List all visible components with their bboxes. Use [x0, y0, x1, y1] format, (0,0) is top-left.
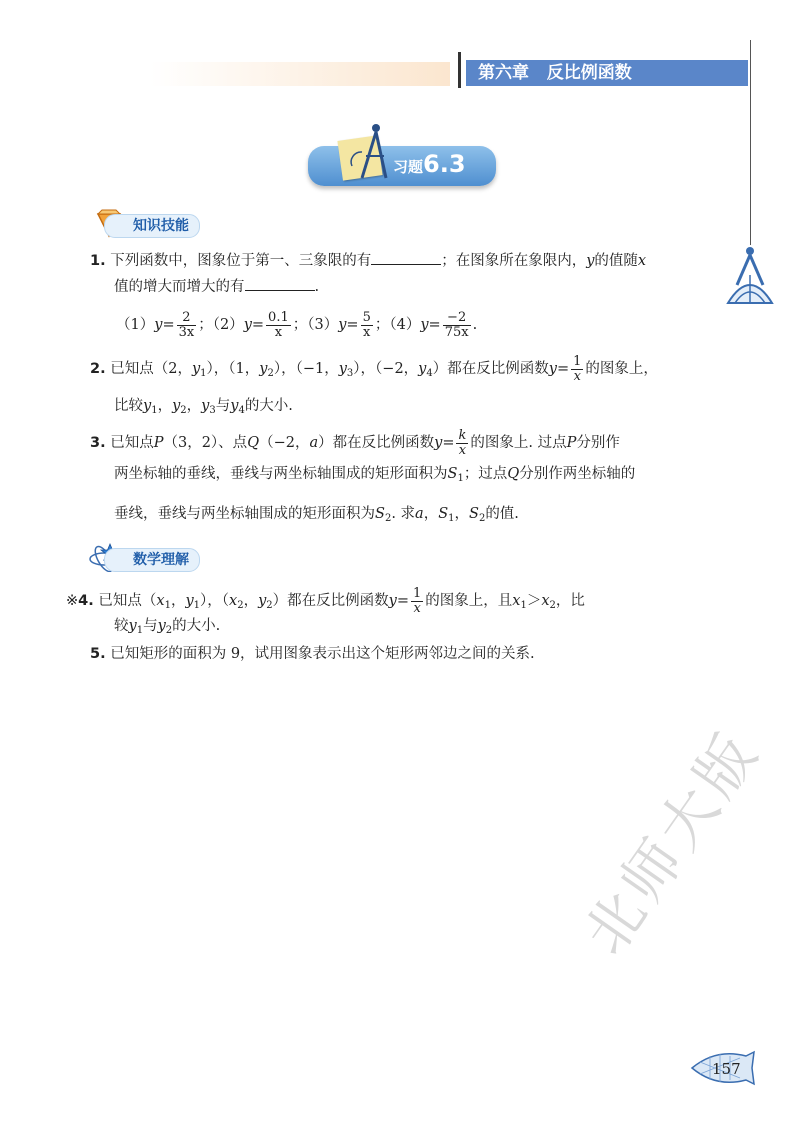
problem-3-line-1: 3. 已知点P（3，2）、点Q（−2，a）都在反比例函数y= $\frac{k}{x}$ 的图象上. 过点P分别作 [90, 427, 620, 458]
section-tag-understanding: 数学理解 [104, 548, 200, 572]
compass-icon [725, 245, 775, 305]
fraction: $\frac{5}{x}$ [362, 309, 371, 340]
section-tag-skills: 知识技能 [104, 214, 200, 238]
optional-mark: ※ [66, 593, 79, 609]
fraction: $\frac{1}{x}$ [573, 353, 582, 384]
page-number: 157 [712, 1060, 741, 1078]
problem-3-line-3: 垂线，垂线与两坐标轴围成的矩形面积为$S_2$. 求a，$S_1$，$S_2$的值. [114, 506, 519, 524]
exercise-number: 6.3 [423, 150, 466, 178]
chapter-header [466, 60, 748, 86]
problem-4-line-1: ※4. 已知点（$x_1$，$y_1$），（$x_2$，$y_2$）都在反比例函数y= $\frac{1}{x}$ 的图象上，且$x_1>x_2$，比 [66, 585, 585, 616]
problem-2-line-1: 2. 已知点（2，$y_1$），（1，$y_2$），（−1，$y_3$），（−2，$y_4$）都在反比例函数y= $\frac{1}{x}$ 的图象上， [90, 353, 658, 384]
problem-number: 5. [90, 646, 106, 662]
answer-blank [245, 276, 315, 291]
problem-number: 3. [90, 435, 106, 451]
fraction: $\frac{1}{x}$ [413, 585, 422, 616]
chapter-number: 第六章 [478, 63, 529, 83]
problem-2-line-2: 比较$y_1$，$y_2$，$y_3$与$y_4$的大小. [114, 398, 293, 416]
problem-1-line-1: 1. 下列函数中，图象位于第一、三象限的有 ；在图象所在象限内，y的值随x [90, 250, 646, 271]
header-decoration [150, 62, 450, 86]
fraction: $\frac{0.1}{x}$ [268, 309, 289, 340]
margin-rule [750, 40, 751, 245]
fraction: $\frac{2}{3x}$ [178, 309, 195, 340]
header-separator [458, 52, 461, 88]
answer-blank [371, 250, 441, 265]
chapter-title: 反比例函数 [546, 63, 632, 83]
compass-icon [346, 122, 392, 184]
problem-1-line-2: 值的增大而增大的有 . [114, 276, 319, 297]
problem-1-options: （1）y= $\frac{2}{3x}$ ；（2）y= $\frac{0.1}{x}$ ；（3）y= $\frac{5}{x}$ ；（4）y= $\frac{-2}{75x}$ . [116, 309, 478, 340]
fraction: $\frac{-2}{75x}$ [444, 309, 469, 340]
problem-number: 4. [78, 593, 94, 609]
fraction: $\frac{k}{x}$ [458, 427, 467, 458]
exercise-label: 习题 [393, 158, 424, 176]
problem-4-line-2: 较$y_1$与$y_2$的大小. [114, 618, 221, 636]
problem-number: 1. [90, 253, 106, 269]
publisher-watermark: 北师大版 [570, 717, 774, 967]
exercise-title [393, 150, 466, 178]
problem-number: 2. [90, 361, 106, 377]
problem-5: 5. 已知矩形的面积为 9，试用图象表示出这个矩形两邻边之间的关系. [90, 646, 535, 662]
problem-3-line-2: 两坐标轴的垂线，垂线与两坐标轴围成的矩形面积为$S_1$；过点Q分别作两坐标轴的 [114, 466, 636, 484]
